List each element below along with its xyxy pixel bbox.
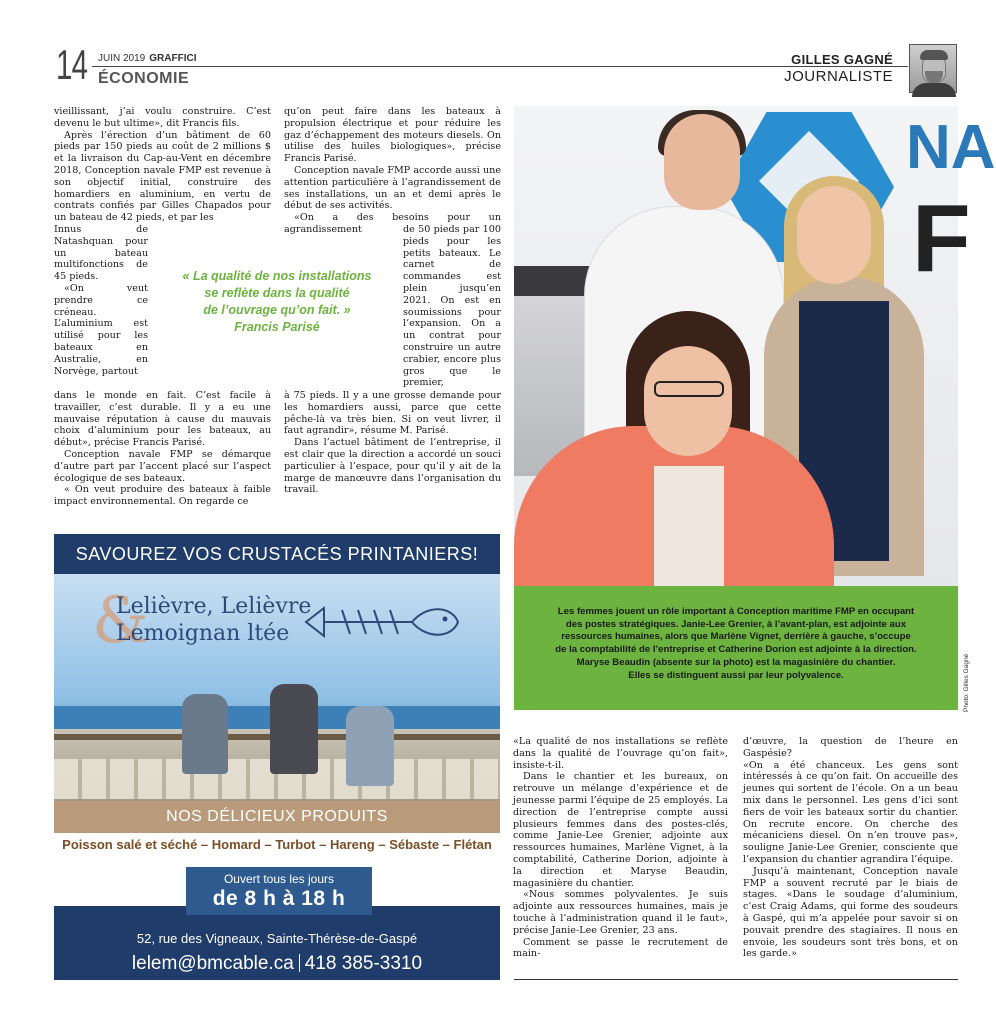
author-name: GILLES GAGNÉ bbox=[791, 52, 893, 67]
article-paragraph: à 75 pieds. Il y a une grosse demande pour les homardiers aussi, parce que cette pêche-là va très bien. Si on veut livrer, il faut agrandir», résume M. Parisé. bbox=[284, 390, 501, 437]
article-col3 bbox=[513, 736, 728, 960]
pull-quote bbox=[152, 268, 402, 336]
article-paragraph: Conception navale FMP se démarque d’autre part par l’accent placé sur l’aspect écologique de ses bateaux. bbox=[54, 448, 271, 484]
ad-address: 52, rue des Vigneaux, Sainte-Thérèse-de-Gaspé bbox=[136, 931, 418, 946]
article-paragraph: «On a des besoins pour un agrandissement bbox=[284, 212, 501, 235]
pull-quote-line: se reflète dans la qualité bbox=[204, 286, 350, 300]
article-col2-bottom bbox=[284, 390, 501, 496]
ad-headline: SAVOUREZ VOS CRUSTACÉS PRINTANIERS! bbox=[54, 534, 500, 574]
ad-logo-line1: Lelièvre, Lelièvre bbox=[116, 594, 312, 619]
fish-logo-icon bbox=[302, 600, 462, 644]
article-paragraph: vieillissant, j’ai voulu construire. C’est devenu le but ultime», dit Francis fils. bbox=[54, 106, 271, 129]
bottom-rule bbox=[514, 979, 958, 980]
article-paragraph: Innus de Natashquan pour un bateau multifonctions de 45 pieds. bbox=[54, 224, 148, 283]
article-paragraph: «La qualité de nos installations se reflète dans la qualité de l’ouvrage qu’on fait», insiste-t-il. bbox=[513, 736, 728, 771]
author-portrait bbox=[909, 44, 957, 93]
caption-line: des postes stratégiques. Janie-Lee Grenier, à l’avant-plan, est adjointe aux bbox=[565, 618, 907, 630]
page-number: 14 bbox=[56, 41, 88, 88]
article-col1-bottom bbox=[54, 390, 271, 508]
article-col4 bbox=[743, 736, 958, 960]
article-paragraph: «On a été chanceux. Les gens sont intéressés à ce qu’on fait. On accueille des jeunes qui sortent de l’école. On a un beau mix dans le personnel. Les gens d’ici sont fiers de voir les bateaux sortir du chantier. On recrute encore. On cherche des mécaniciens diesel. On n’en trouve pas», souligne Janie-Lee Grenier, consciente que l’expansion du chantier agrandira l’équipe. bbox=[743, 759, 958, 865]
logo-text-top: NA bbox=[906, 113, 996, 182]
caption-line: Elles se distinguent aussi par leur polyvalence. bbox=[628, 669, 844, 681]
photo-credit: Photo: Gilles Gagné bbox=[963, 653, 970, 712]
article-paragraph: Comment se passe le recrutement de main- bbox=[513, 936, 728, 960]
ad-email[interactable]: lelem@bmcable.ca bbox=[131, 953, 294, 974]
caption-line: ressources humaines, alors que Marlène Vignet, derrière à gauche, s’occupe bbox=[561, 631, 911, 643]
logo-text-bottom: F bbox=[912, 185, 971, 292]
ad-hours-line2: de 8 h à 18 h bbox=[212, 887, 346, 910]
issue-date-text: JUIN 2019 bbox=[98, 53, 146, 64]
article-paragraph: Jusqu’à maintenant, Conception navale FMP a souvent recruté par le biais de stages. «Dans le soudage d’aluminium, c’est Craig Adams, qui forme des soudeurs à Gaspé, qui m’a appelée pour savoir si on pouvait prendre des stagiaires. Il nous en envoie, les soudeurs sont très bons, et on les garde.» bbox=[743, 865, 958, 960]
header-rule bbox=[92, 66, 908, 67]
issue-date bbox=[98, 53, 196, 64]
ad-products-list: Poisson salé et séché – Homard – Turbot – Hareng – Sébaste – Flétan bbox=[62, 837, 492, 852]
article-paragraph: Dans l’actuel bâtiment de l’entreprise, il est clair que la direction a accordé un souci particulier à l’espace, pour qu’il y ait de la marge de manœuvre dans l’organisation du travail. bbox=[284, 437, 501, 496]
article-paragraph: «On veut prendre ce créneau. L’aluminium est utilisé pour les bateaux en Australie, en Norvège, partout bbox=[54, 282, 148, 377]
article-paragraph: d’œuvre, la question de l’heure en Gaspésie? bbox=[743, 736, 958, 759]
caption-line: Les femmes jouent un rôle important à Conception maritime FMP en occupant bbox=[557, 606, 915, 617]
article-col2-top bbox=[284, 106, 501, 236]
ad-contact bbox=[54, 953, 500, 975]
article-paragraph: dans le monde en fait. C’est facile à travailler, c’est durable. Il y a eu une mauvaise réputation à cause du mauvais choix d’aluminium pour les bateaux, au début», précise Francis Parisé. bbox=[54, 390, 271, 449]
article-paragraph: Dans le chantier et les bureaux, on retrouve un mélange d’expérience et de jeunesse parmi l’équipe de 25 employés. La direction de l’entreprise compte aussi plusieurs femmes dans des postes-clés, comme Janie-Lee Grenier, adjointe aux ressources humaines, Marlène Vignet, à la comptabilité, Catherine Dorion, adjointe à la direction et Maryse Beaudin, magasinière du chantier. bbox=[513, 771, 728, 889]
pull-quote-line: de l’ouvrage qu’on fait. » bbox=[203, 303, 351, 317]
ad-products-band: NOS DÉLICIEUX PRODUITS bbox=[54, 801, 500, 833]
pull-quote-line: « La qualité de nos installations bbox=[182, 269, 372, 283]
ad-contact-footer bbox=[54, 906, 500, 980]
ad-hours-line1: Ouvert tous les jours bbox=[223, 872, 335, 886]
article-col1-top bbox=[54, 106, 271, 224]
caption-line: de la comptabilité de l’entreprise et Catherine Dorion est adjointe à la direction. bbox=[555, 644, 917, 656]
ad-logo-line2: Lemoignan ltée bbox=[116, 621, 290, 646]
publication-name: GRAFFICI bbox=[149, 53, 197, 64]
section-title: ÉCONOMIE bbox=[98, 70, 190, 87]
author-role: JOURNALISTE bbox=[784, 68, 893, 85]
article-paragraph: Conception navale FMP accorde aussi une attention particulière à l’agrandissement de ses installations, un an et demi après le début de ses activités. bbox=[284, 164, 501, 212]
article-paragraph: qu’on peut faire dans les bateaux à propulsion électrique et pour réduire les gaz d’échappement des moteurs diesels. On utilise des huiles biologiques», précise Francis Parisé. bbox=[284, 106, 501, 165]
staff-photo bbox=[514, 106, 996, 586]
article-paragraph: de 50 pieds par 100 pieds pour les petits bateaux. Le carnet de commandes est plein jusqu’en 2021. On est en soumissions pour l’expansion. On a un contrat pour construire un autre crabier, encore plus gros que le premier, bbox=[403, 224, 501, 389]
ad-phone[interactable]: 418 385-3310 bbox=[304, 953, 423, 974]
article-col2-narrow bbox=[403, 224, 501, 389]
caption-line: Maryse Beaudin (absente sur la photo) est la magasinière du chantier. bbox=[576, 656, 896, 668]
pull-quote-attribution: Francis Parisé bbox=[234, 320, 320, 334]
article-col1-narrow bbox=[54, 224, 148, 377]
article-paragraph: «Nous sommes polyvalentes. Je suis adjointe aux ressources humaines, mais je touche à l’administration quand il le faut», précise Janie-Lee Grenier, 23 ans. bbox=[513, 889, 728, 936]
article-paragraph: Après l’érection d’un bâtiment de 60 pieds par 150 pieds au coût de 2 millions $ et la livraison du Cap-au-Vent en décembre 2018, Conception navale FMP est revenue à son objectif initial, construire des homardiers en aluminium, en vertu de contrats confiés par Gilles Chapados pour un bateau de 42 pieds, et par les bbox=[54, 129, 271, 224]
ad-hours-box bbox=[186, 867, 372, 915]
photo-caption bbox=[514, 586, 958, 710]
article-paragraph: « On veut produire des bateaux à faible impact environnemental. On regarde ce bbox=[54, 484, 271, 508]
advertisement bbox=[54, 534, 500, 980]
ad-logo-ampersand: & bbox=[92, 584, 149, 658]
